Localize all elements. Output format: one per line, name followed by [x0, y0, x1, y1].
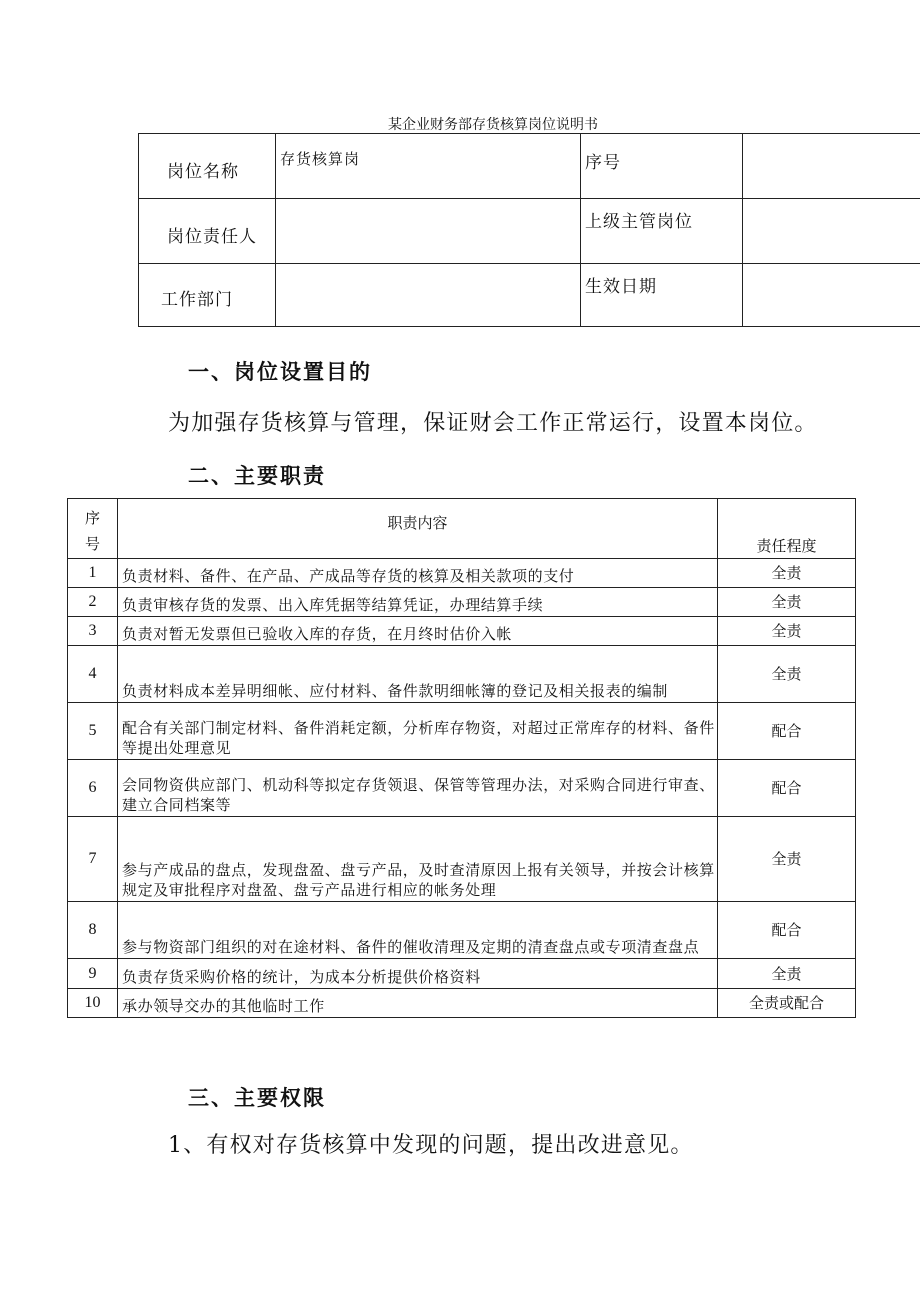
superior-value — [743, 199, 920, 264]
row-level: 配合 — [718, 703, 856, 760]
table-row — [68, 959, 856, 989]
row-content: 参与物资部门组织的对在途材料、备件的催收清理及定期的清查盘点或专项清查盘点 — [118, 902, 718, 959]
post-info-table — [138, 133, 920, 327]
row-content: 参与产成品的盘点，发现盘盈、盘亏产品，及时查清原因上报有关领导，并按会计核算规定及审批程序对盘盈、盘亏产品进行相应的帐务处理 — [118, 817, 718, 902]
row-content: 配合有关部门制定材料、备件消耗定额，分析库存物资，对超过正常库存的材料、备件等提出处理意见 — [118, 703, 718, 760]
effective-date-label: 生效日期 — [581, 264, 743, 327]
serial-value — [743, 134, 920, 199]
section1-heading: 一、岗位设置目的 — [188, 359, 372, 384]
table-row — [68, 703, 856, 760]
row-content: 负责对暂无发票但已验收入库的存货，在月终时估价入帐 — [118, 617, 718, 646]
row-num: 2 — [68, 588, 118, 617]
row-num: 6 — [68, 760, 118, 817]
row-content: 会同物资供应部门、机动科等拟定存货领退、保管等管理办法，对采购合同进行审查、建立合同档案等 — [118, 760, 718, 817]
row-content: 负责材料成本差异明细帐、应付材料、备件款明细帐簿的登记及相关报表的编制 — [118, 646, 718, 703]
row-content: 负责审核存货的发票、出入库凭据等结算凭证，办理结算手续 — [118, 588, 718, 617]
duties-table — [67, 498, 856, 1018]
row-level: 全责 — [718, 817, 856, 902]
row-num: 8 — [68, 902, 118, 959]
post-name-value: 存货核算岗 — [276, 134, 581, 199]
row-level: 全责 — [718, 588, 856, 617]
row-level: 全责 — [718, 559, 856, 588]
document-title: 某企业财务部存货核算岗位说明书 — [388, 117, 598, 133]
row-level: 配合 — [718, 902, 856, 959]
header-num-line2: 号 — [84, 535, 100, 553]
table-row — [68, 989, 856, 1018]
superior-label: 上级主管岗位 — [581, 199, 743, 264]
table-row — [68, 760, 856, 817]
table-row — [68, 559, 856, 588]
row-content: 承办领导交办的其他临时工作 — [118, 989, 718, 1018]
row-num: 1 — [68, 559, 118, 588]
row-content: 负责存货采购价格的统计，为成本分析提供价格资料 — [118, 959, 718, 989]
department-label: 工作部门 — [139, 264, 276, 327]
header-num — [68, 499, 118, 559]
table-row — [68, 588, 856, 617]
table-row — [68, 817, 856, 902]
row-content: 负责材料、备件、在产品、产成品等存货的核算及相关款项的支付 — [118, 559, 718, 588]
responsible-value — [276, 199, 581, 264]
serial-label: 序号 — [581, 134, 743, 199]
row-num: 4 — [68, 646, 118, 703]
table-row — [68, 902, 856, 959]
row-num: 3 — [68, 617, 118, 646]
row-level: 配合 — [718, 760, 856, 817]
section3-heading: 三、主要权限 — [188, 1085, 326, 1110]
responsible-label: 岗位责任人 — [139, 199, 276, 264]
department-value — [276, 264, 581, 327]
effective-date-value — [743, 264, 920, 327]
table-row — [68, 646, 856, 703]
section1-text: 为加强存货核算与管理，保证财会工作正常运行，设置本岗位。 — [168, 411, 818, 436]
row-level: 全责或配合 — [718, 989, 856, 1018]
row-num: 9 — [68, 959, 118, 989]
header-content: 职责内容 — [118, 499, 718, 559]
table-row — [68, 617, 856, 646]
row-level: 全责 — [718, 646, 856, 703]
duties-header-row — [68, 499, 856, 559]
row-num: 7 — [68, 817, 118, 902]
section2-heading: 二、主要职责 — [188, 463, 326, 488]
post-name-label: 岗位名称 — [139, 134, 276, 199]
row-level: 全责 — [718, 617, 856, 646]
header-num-line1: 序 — [84, 509, 100, 527]
section3-text: 1、有权对存货核算中发现的问题，提出改进意见。 — [168, 1133, 694, 1158]
row-num: 5 — [68, 703, 118, 760]
header-level: 责任程度 — [718, 499, 856, 559]
row-num: 10 — [68, 989, 118, 1018]
row-level: 全责 — [718, 959, 856, 989]
